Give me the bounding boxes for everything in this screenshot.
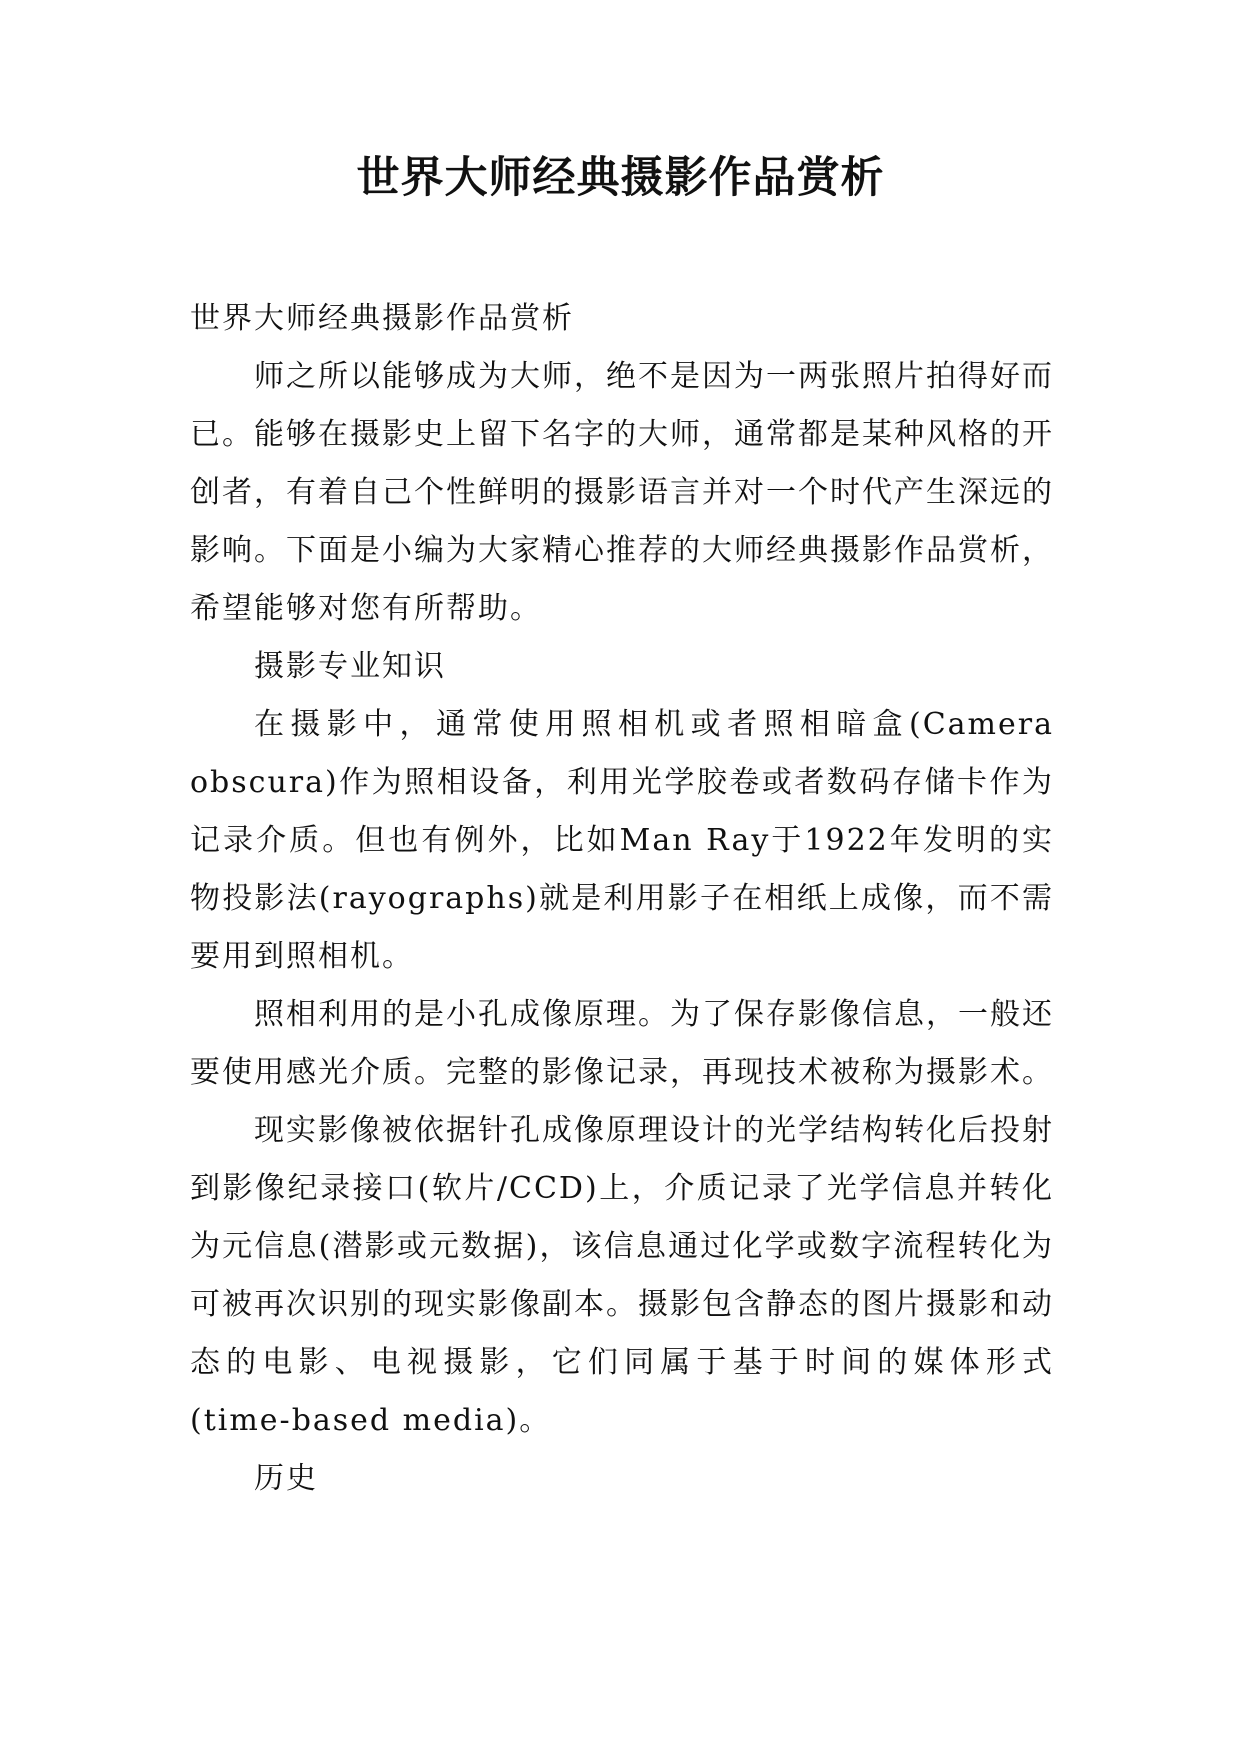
paragraph-process: 现实影像被依据针孔成像原理设计的光学结构转化后投射到影像纪录接口(软片/CCD)上，介质记录了光学信息并转化为元信息(潜影或元数据)，该信息通过化学或数字流程转化为可被再次识别的现实影像副本。摄影包含静态的图片摄影和动态的电影、电视摄影，它们同属于基于时间的媒体形式(time-based media)。 — [190, 1113, 1054, 1438]
paragraph-principle: 照相利用的是小孔成像原理。为了保存影像信息，一般还要使用感光介质。完整的影像记录，再现技术被称为摄影术。 — [190, 997, 1054, 1090]
paragraph-intro: 师之所以能够成为大师，绝不是因为一两张照片拍得好而已。能够在摄影史上留下名字的大师，通常都是某种风格的开创者，有着自己个性鲜明的摄影语言并对一个时代产生深远的影响。下面是小编为大家精心推荐的大师经典摄影作品赏析，希望能够对您有所帮助。 — [190, 359, 1054, 626]
paragraph-equipment: 在摄影中，通常使用照相机或者照相暗盒(Camera obscura)作为照相设备，利用光学胶卷或者数码存储卡作为记录介质。但也有例外，比如Man Ray于1922年发明的实物投影法(rayographs)就是利用影子在相纸上成像，而不需要用到照相机。 — [190, 707, 1054, 974]
section-heading-history: 历史 — [254, 1461, 318, 1496]
document-body — [190, 290, 1054, 1508]
paragraph-subtitle: 世界大师经典摄影作品赏析 — [190, 301, 574, 336]
document-title: 世界大师经典摄影作品赏析 — [356, 153, 885, 203]
section-heading-knowledge: 摄影专业知识 — [254, 649, 446, 684]
